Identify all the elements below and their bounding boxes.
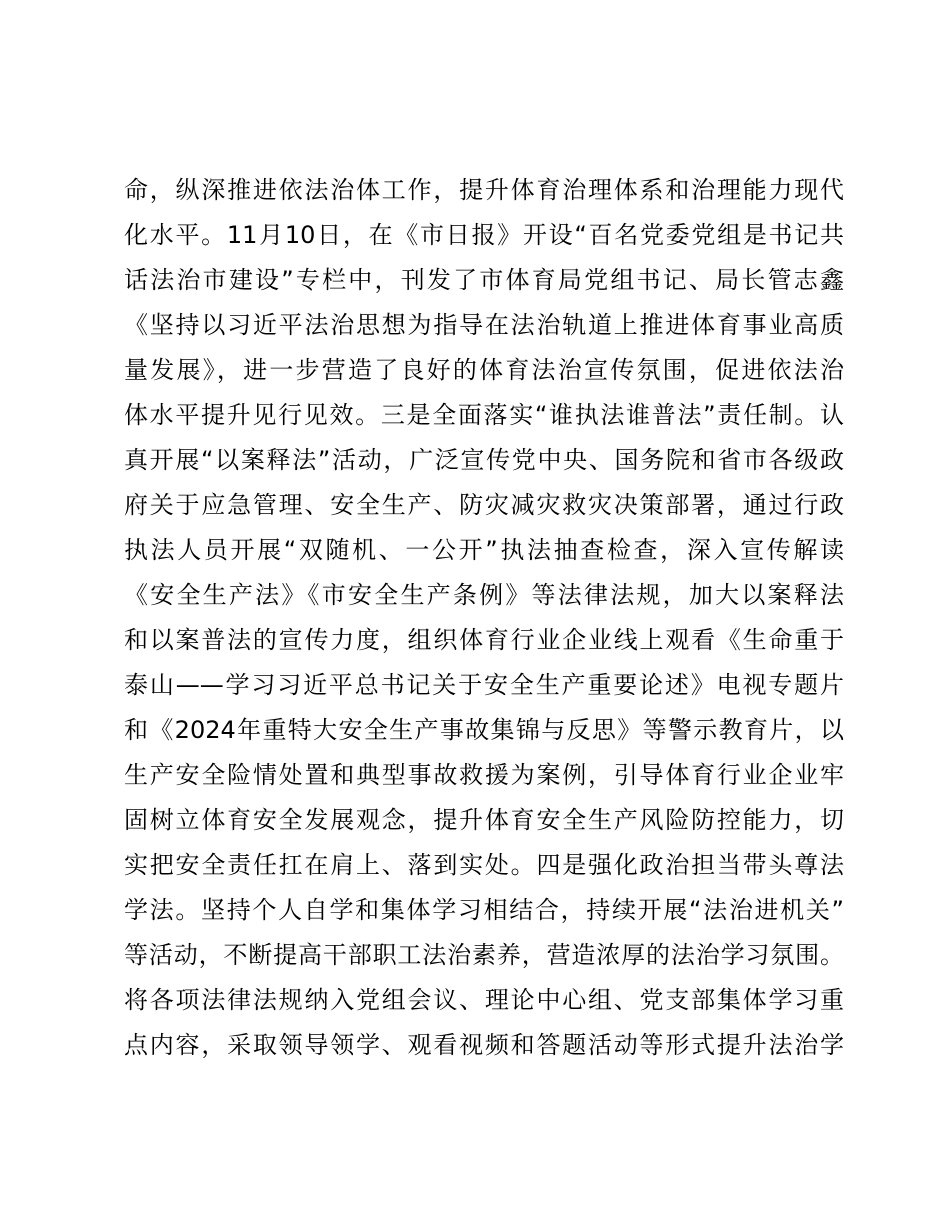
text-line: 《安全生产法》《市安全生产条例》等法律法规，加大以案释法 bbox=[124, 581, 844, 609]
text-line: 将各项法律法规纳入党组会议、理论中心组、党支部集体学习重 bbox=[124, 986, 844, 1014]
text-line: 量发展》，进一步营造了良好的体育法治宣传氛围，促进依法治 bbox=[124, 356, 844, 384]
text-line: 实把安全责任扛在肩上、落到实处。四是强化政治担当带头尊法 bbox=[124, 851, 844, 879]
text-line: 和《2024年重特大安全生产事故集锦与反思》等警示教育片，以 bbox=[124, 716, 844, 744]
text-line: 府关于应急管理、安全生产、防灾减灾救灾决策部署，通过行政 bbox=[124, 491, 844, 519]
text-line: 执法人员开展“双随机、一公开”执法抽查检查，深入宣传解读 bbox=[124, 536, 844, 564]
text-line: 化水平。11月10日，在《市日报》开设“百名党委党组是书记共 bbox=[124, 221, 844, 249]
text-line: 生产安全险情处置和典型事故救援为案例，引导体育行业企业牢 bbox=[124, 761, 844, 789]
text-line: 和以案普法的宣传力度，组织体育行业企业线上观看《生命重于 bbox=[124, 626, 844, 654]
text-line: 命，纵深推进依法治体工作，提升体育治理体系和治理能力现代 bbox=[124, 176, 844, 204]
text-line: 点内容，采取领导领学、观看视频和答题活动等形式提升法治学 bbox=[124, 1031, 844, 1059]
text-line: 等活动，不断提高干部职工法治素养，营造浓厚的法治学习氛围。 bbox=[124, 941, 844, 969]
text-line: 学法。坚持个人自学和集体学习相结合，持续开展“法治进机关” bbox=[124, 896, 844, 924]
text-line: 《坚持以习近平法治思想为指导在法治轨道上推进体育事业高质 bbox=[124, 311, 844, 339]
text-line: 真开展“以案释法”活动，广泛宣传党中央、国务院和省市各级政 bbox=[124, 446, 844, 474]
text-line: 泰山——学习习近平总书记关于安全生产重要论述》电视专题片 bbox=[124, 671, 844, 699]
body-text bbox=[124, 168, 844, 1068]
text-line: 话法治市建设”专栏中，刊发了市体育局党组书记、局长管志鑫 bbox=[124, 266, 844, 294]
text-line: 体水平提升见行见效。三是全面落实“谁执法谁普法”责任制。认 bbox=[124, 401, 844, 429]
text-line: 固树立体育安全发展观念，提升体育安全生产风险防控能力，切 bbox=[124, 806, 844, 834]
